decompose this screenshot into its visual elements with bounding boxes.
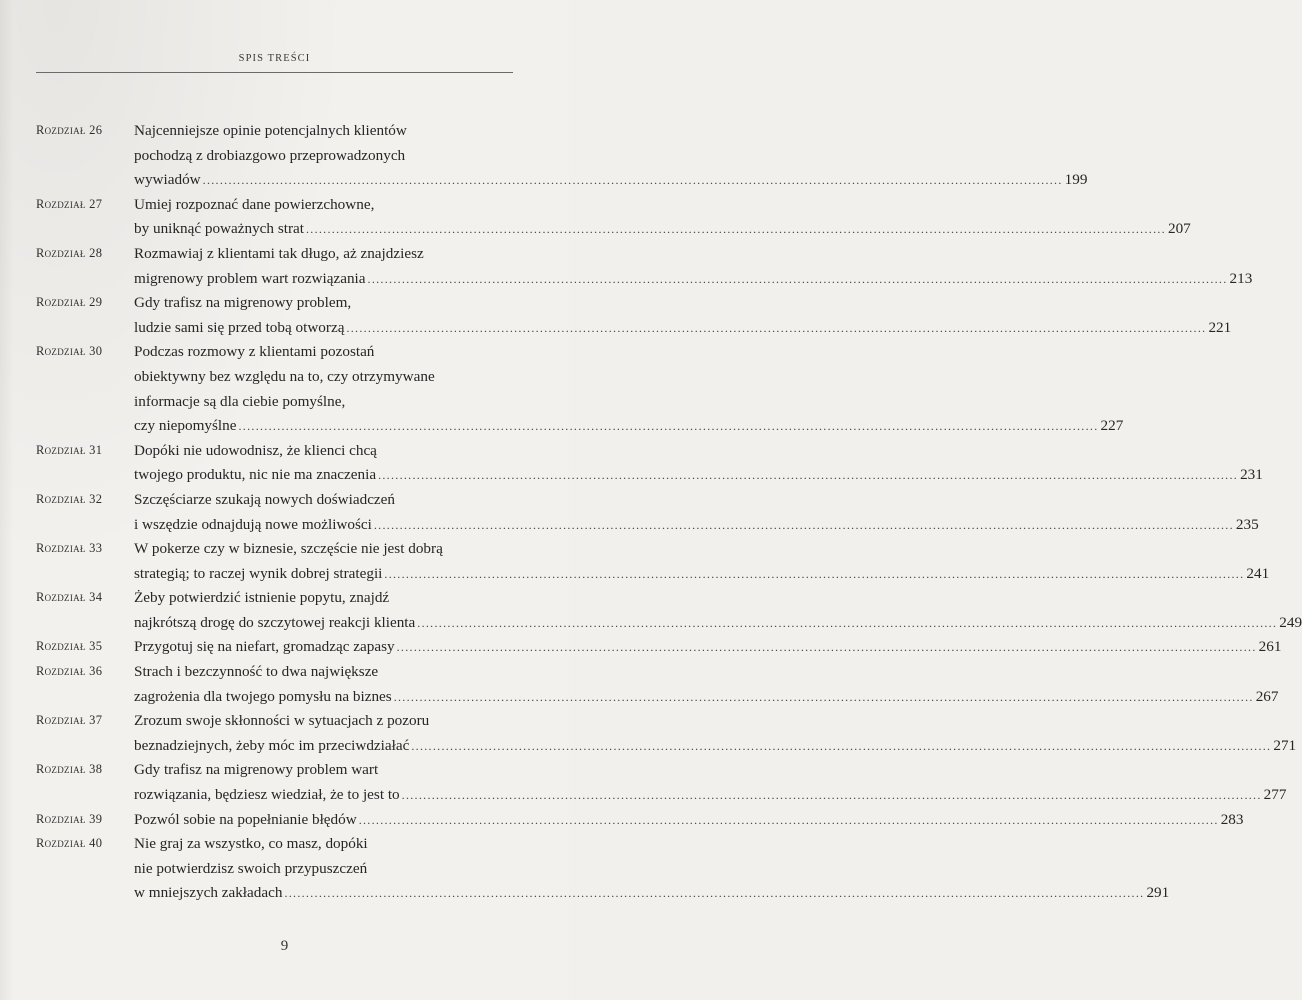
leader-dots: ........................................................................................................................................................................................................	[346, 320, 1207, 335]
leader-dots: ........................................................................................................................................................................................................	[238, 419, 1099, 434]
toc-entry	[0, 242, 1253, 291]
chapter-label-text: Rozdział 31	[36, 442, 103, 457]
chapter-label-text: Rozdział 30	[36, 344, 103, 359]
toc-entry	[0, 291, 1232, 340]
chapter-title-last-line	[134, 635, 1282, 660]
chapter-label	[36, 762, 102, 777]
chapter-title-line: Przygotuj się na niefart, gromadząc zapasy	[134, 638, 395, 656]
chapter-label	[36, 541, 102, 556]
page-reference: 291	[1146, 884, 1170, 902]
leader-dots: ........................................................................................................................................................................................................	[202, 173, 1063, 188]
toc-entry	[0, 586, 1302, 635]
chapter-title-line: Szczęściarze szukają nowych doświadczeń	[134, 490, 396, 508]
page-reference: 249	[1279, 613, 1302, 631]
chapter-title-line: Podczas rozmowy z klientami pozostań	[134, 343, 375, 361]
page-reference: 241	[1246, 564, 1270, 582]
leader-dots: ........................................................................................................................................................................................................	[393, 689, 1254, 704]
page-reference: 267	[1255, 687, 1279, 705]
chapter-label-text: Rozdział 36	[36, 664, 103, 679]
chapter-title-last-line	[134, 562, 1270, 587]
chapter-title-last-line	[134, 783, 1287, 808]
leader-dots: ........................................................................................................................................................................................................	[284, 886, 1145, 901]
chapter-title-line: by uniknąć poważnych strat	[134, 220, 304, 238]
header-rule	[36, 72, 513, 73]
page-number: 9	[280, 938, 289, 954]
chapter-title-line: Strach i bezczynność to dwa największe	[134, 663, 379, 681]
page-reference: 261	[1258, 638, 1282, 656]
chapter-title-line: nie potwierdzisz swoich przypuszczeń	[134, 859, 368, 877]
leader-dots: ........................................................................................................................................................................................................	[411, 738, 1272, 753]
leader-dots: ........................................................................................................................................................................................................	[384, 566, 1245, 581]
chapter-title-last-line	[134, 513, 1259, 538]
chapter-title-line: Zrozum swoje skłonności w sytuacjach z pozoru	[134, 712, 430, 730]
toc-entry	[0, 537, 1270, 586]
chapter-label	[36, 295, 102, 310]
chapter-title-line: Najcenniejsze opinie potencjalnych klientów	[134, 122, 407, 139]
chapter-label	[36, 197, 102, 212]
chapter-label-text: Rozdział 32	[36, 491, 103, 506]
leader-dots: ........................................................................................................................................................................................................	[367, 271, 1228, 286]
chapter-title-line: informacje są dla ciebie pomyślne,	[134, 392, 346, 410]
chapter-title-last-line	[134, 267, 1253, 292]
chapter-label	[36, 590, 102, 605]
chapter-title-last-line	[134, 685, 1279, 710]
chapter-title	[134, 709, 1297, 758]
chapter-label-text: Rozdział 37	[36, 713, 103, 728]
chapter-label	[36, 713, 102, 728]
chapter-label	[36, 492, 102, 507]
chapter-title-line: Rozmawiaj z klientami tak długo, aż znajdziesz	[134, 244, 424, 262]
chapter-label-text: Rozdział 35	[36, 639, 103, 654]
chapter-title-line: Umiej rozpoznać dane powierzchowne,	[134, 195, 375, 213]
chapter-title	[134, 193, 1191, 242]
chapter-title	[134, 635, 1282, 660]
chapter-label-text: Rozdział 40	[36, 836, 103, 851]
chapter-label	[36, 123, 102, 138]
page-reference: 231	[1240, 466, 1263, 484]
leader-dots: ........................................................................................................................................................................................................	[417, 615, 1278, 630]
chapter-title-line: zagrożenia dla twojego pomysłu na biznes	[134, 687, 392, 705]
toc-entry	[0, 193, 1191, 242]
chapter-title-last-line	[134, 168, 1088, 193]
chapter-title	[134, 439, 1263, 488]
chapter-title-last-line	[134, 414, 1124, 439]
chapter-label	[36, 812, 102, 827]
chapter-title-line: ludzie sami się przed tobą otworzą	[134, 318, 345, 336]
chapter-title	[134, 832, 1170, 906]
chapter-title	[134, 291, 1232, 340]
toc-entry	[0, 758, 1287, 807]
chapter-title-line: czy niepomyślne	[134, 417, 237, 435]
chapter-title	[134, 660, 1279, 709]
page-reference: 227	[1100, 417, 1124, 435]
chapter-title-line: twojego produktu, nic nie ma znaczenia	[134, 466, 377, 484]
running-head: SPIS TREŚCI	[238, 53, 311, 64]
chapter-title-line: beznadziejnych, żeby móc im przeciwdziałać	[134, 736, 410, 754]
leader-dots: ........................................................................................................................................................................................................	[358, 812, 1219, 827]
chapter-title-line: w mniejszych zakładach	[134, 884, 283, 902]
chapter-title-line: wywiadów	[134, 171, 201, 189]
toc-entry	[0, 709, 1297, 758]
chapter-title	[134, 537, 1270, 586]
chapter-title	[134, 808, 1244, 833]
chapter-title	[134, 119, 1088, 193]
chapter-label-text: Rozdział 26	[36, 123, 103, 137]
page-reference: 213	[1229, 269, 1253, 287]
chapter-title	[134, 488, 1259, 537]
toc-entry	[0, 439, 1263, 488]
chapter-title-last-line	[134, 808, 1244, 833]
chapter-label-text: Rozdział 28	[36, 245, 103, 260]
chapter-title-line: Dopóki nie udowodnisz, że klienci chcą	[134, 441, 377, 459]
chapter-label	[36, 836, 102, 851]
toc-entry	[0, 488, 1259, 537]
chapter-title-line: W pokerze czy w biznesie, szczęście nie jest dobrą	[134, 540, 443, 558]
chapter-label	[36, 664, 102, 679]
page-reference: 207	[1167, 220, 1191, 238]
chapter-label-text: Rozdział 39	[36, 811, 103, 826]
chapter-title-last-line	[134, 217, 1191, 242]
page-reference: 277	[1263, 786, 1287, 804]
chapter-label-text: Rozdział 38	[36, 762, 103, 777]
chapter-label	[36, 246, 102, 261]
chapter-title-line: najkrótszą drogę do szczytowej reakcji klienta	[134, 613, 416, 631]
chapter-title	[134, 586, 1302, 635]
chapter-title-last-line	[134, 611, 1302, 636]
chapter-label	[36, 639, 102, 654]
chapter-label-text: Rozdział 34	[36, 590, 103, 605]
chapter-title-line: i wszędzie odnajdują nowe możliwości	[134, 515, 372, 533]
page-reference: 199	[1064, 171, 1088, 189]
leader-dots: ........................................................................................................................................................................................................	[401, 788, 1262, 803]
chapter-label-text: Rozdział 29	[36, 295, 103, 310]
chapter-title-last-line	[134, 316, 1232, 341]
toc-entry	[0, 808, 1244, 833]
chapter-label-text: Rozdział 33	[36, 541, 103, 556]
chapter-title-line: Gdy trafisz na migrenowy problem,	[134, 294, 352, 312]
chapter-title-line: Żeby potwierdzić istnienie popytu, znajdź	[134, 589, 390, 607]
leader-dots: ........................................................................................................................................................................................................	[373, 517, 1234, 532]
table-of-contents	[0, 119, 1302, 906]
leader-dots: ........................................................................................................................................................................................................	[396, 640, 1257, 655]
chapter-title-last-line	[134, 881, 1170, 906]
toc-entry	[0, 340, 1124, 438]
toc-entry	[0, 832, 1170, 906]
chapter-title	[134, 242, 1253, 291]
page-reference: 221	[1208, 318, 1232, 336]
chapter-title-last-line	[134, 734, 1297, 759]
leader-dots: ........................................................................................................................................................................................................	[305, 222, 1166, 237]
chapter-title-line: Pozwól sobie na popełnianie błędów	[134, 810, 357, 828]
chapter-label	[36, 443, 102, 458]
chapter-label-text: Rozdział 27	[36, 196, 103, 211]
chapter-title-line: Nie graj za wszystko, co masz, dopóki	[134, 835, 368, 853]
chapter-label	[36, 344, 102, 359]
toc-entry	[0, 635, 1282, 660]
chapter-title-line: obiektywny bez względu na to, czy otrzymywane	[134, 367, 435, 385]
chapter-title-line: migrenowy problem wart rozwiązania	[134, 269, 366, 287]
chapter-title-line: rozwiązania, będziesz wiedział, że to jest to	[134, 786, 400, 804]
chapter-title-line: strategią; to raczej wynik dobrej strategii	[134, 564, 383, 582]
chapter-title	[134, 758, 1287, 807]
toc-entry	[0, 119, 1088, 193]
chapter-title-line: Gdy trafisz na migrenowy problem wart	[134, 761, 379, 779]
page-reference: 235	[1235, 515, 1259, 533]
page-reference: 271	[1273, 736, 1297, 754]
chapter-title	[134, 340, 1124, 438]
toc-entry	[0, 660, 1279, 709]
chapter-title-line: pochodzą z drobiazgowo przeprowadzonych	[134, 146, 406, 164]
chapter-title-last-line	[134, 463, 1263, 488]
leader-dots: ........................................................................................................................................................................................................	[378, 468, 1239, 483]
page-reference: 283	[1220, 810, 1244, 828]
